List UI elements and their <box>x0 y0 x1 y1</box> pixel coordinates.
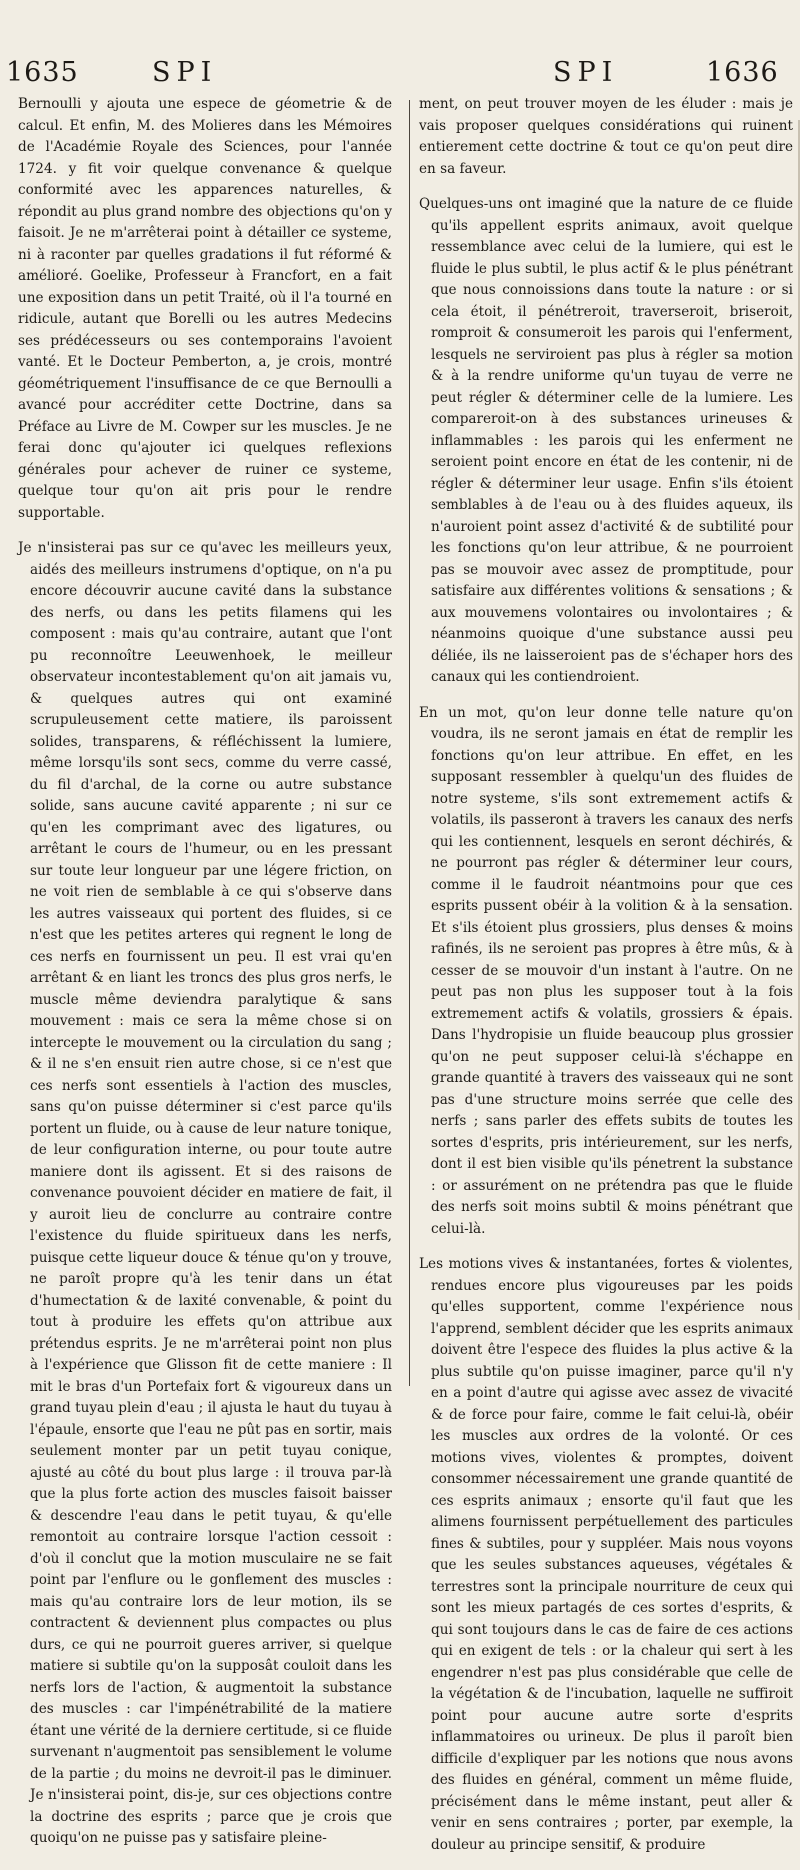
page-number-right: 1636 <box>706 57 779 88</box>
paragraph: Bernoulli y ajouta une espece de géometrie & de calcul. Et enfin, M. des Molieres dans les Mémoires de l'Académie Royale des Sciences, pour l'année 1724. y fit voir quelque convenance & quelque conformité avec les apparences naturelles, & répondit au plus grand nombre des objections qu'on y faisoit. Je ne m'arrêterai point à détailler ce systeme, ni à raconter par quelles gradations il fut réformé & amélioré. Goelike, Professeur à Francfort, en a fait une exposition dans un petit Traité, où il l'a tourné en ridicule, autant que Borelli ou les autres Medecins ses prédécesseurs ou ses contemporains l'avoient vanté. Et le Docteur Pemberton, a, je crois, montré géométriquement l'insuffisance de ce que Bernoulli a avancé pour accréditer cette Doctrine, dans sa Préface au Livre de M. Cowper sur les muscles. Je ne ferai donc qu'ajouter ici quelques reflexions générales pour achever de ruiner ce systeme, quelque tour qu'on ait pris pour le rendre supportable. <box>18 96 392 521</box>
left-column <box>18 94 392 1864</box>
paragraph: Quelques-uns ont imaginé que la nature de ce fluide qu'ils appellent esprits animaux, avoit quelque ressemblance avec celui de la lumiere, qui est le fluide le plus subtil, le plus actif & le plus pénétrant que nous connoissions dans toute la nature : or si cela étoit, il pénétreroit, traverseroit, briseroit, romproit & consumeroit les parois qui l'enferment, lesquels ne serviroient pas plus à régler sa motion & à la rendre uniforme qu'un tuyau de verre ne peut régler & déterminer celle de la lumiere. Les compareroit-on à des substances urineuses & inflammables : les parois qui les enferment ne seroient point encore en état de les contenir, ni de régler & déterminer leur usage. Enfin s'ils étoient semblables à de l'eau ou à des fluides aqueux, ils n'auroient point assez d'activité & de subtilité pour les fonctions qu'on leur attribue, & ne pourroient pas se mouvoir avec assez de promptitude, pour satisfaire aux différentes volitions & sensations ; & aux mouvemens volontaires ou involontaires ; & néanmoins quoique d'une substance aussi peu déliée, ils ne laisseroient pas de s'échaper hors des canaux qui les contiendroient. <box>419 196 793 685</box>
column-divider <box>409 100 410 1386</box>
paragraph: Je n'insisterai pas sur ce qu'avec les meilleurs yeux, aidés des meilleurs instrumens d'optique, on n'a pu encore découvrir aucune cavité dans la substance des nerfs, ou dans les petits filamens qui les composent : mais qu'au contraire, autant que l'ont pu reconnoître Leeuwenhoek, le meilleur observateur incontestablement qu'on ait jamais vu, & quelques autres qui ont examiné scrupuleusement cette matiere, ils paroissent solides, transparens, & réfléchissent la lumiere, même lorsqu'ils sont secs, comme du verre cassé, du fil d'archal, de la corne ou autre substance solide, sans aucune cavité apparente ; ni sur ce qu'en les comprimant avec des ligatures, ou arrêtant le cours de l'humeur, ou en les pressant sur toute leur longueur par une légere friction, on ne voit rien de semblable à ce qui s'observe dans les autres vaisseaux qui portent des fluides, si ce n'est que les petites arteres qui regnent le long de ces nerfs en fournissent un peu. Il est vrai qu'en arrêtant & en liant les troncs des plus gros nerfs, le muscle même deviendra paralytique & sans mouvement : mais ce sera la même chose si on intercepte le mouvement ou la circulation du sang ; & il ne s'en ensuit rien autre chose, si ce n'est que ces nerfs sont essentiels à l'action des muscles, sans qu'on puisse déterminer si c'est parce qu'ils portent un fluide, ou à cause de leur nature tonique, de leur configuration interne, ou pour toute autre maniere dont ils agissent. Et si des raisons de convenance pouvoient décider en matiere de fait, il y auroit lieu de conclurre au contraire contre l'existence du fluide spiritueux dans les nerfs, puisque cette liqueur douce & ténue qu'on y trouve, ne paroît propre qu'à les tenir dans un état d'humectation & de laxité convenable, & point du tout à produire les effets qu'on attribue aux prétendus esprits. Je ne m'arrêterai point non plus à l'expérience que Glisson fit de cette maniere : Il mit le bras d'un Portefaix fort & vigoureux dans un grand tuyau plein d'eau ; il ajusta le haut du tuyau à l'épaule, ensorte que l'eau ne pût pas en sortir, mais seulement monter par un petit tuyau conique, ajusté au côté du bout plus large : il trouva par-là que la plus forte action des muscles faisoit baisser & descendre l'eau dans le petit tuyau, & qu'elle remontoit au contraire lorsque l'action cessoit : d'où il conclut que la motion musculaire ne se fait point par l'enflure ou le gonflement des muscles : mais qu'au contraire lors de leur motion, ils se contractent & deviennent plus compactes ou plus durs, ce qui ne pourroit gueres arriver, si quelque matiere si subtile qu'on la supposât couloit dans les nerfs lors de l'action, & augmentoit la substance des muscles : car l'impénétrabilité de la matiere étant une vérité de la derniere certitude, si ce fluide survenant n'augmentoit pas sensiblement le volume de la partie ; du moins ne devroit-il pas le diminuer. Je n'insisterai point, dis-je, sur ces objections contre la doctrine des esprits ; parce que je crois que quoiqu'on ne puisse pas y satisfaire pleine- <box>18 540 392 1846</box>
paragraph: En un mot, qu'on leur donne telle nature qu'on voudra, ils ne seront jamais en état de remplir les fonctions qu'on leur attribue. En effet, en les supposant ressembler à quelqu'un des fluides de notre systeme, s'ils sont extremement actifs & volatils, ils passeront à travers les canaux des nerfs qui les contiennent, lesquels en seront déchirés, & ne pourront pas régler & déterminer leur cours, comme il le faudroit néantmoins pour que ces esprits pussent obéir à la volition & à la sensation. Et s'ils étoient plus grossiers, plus denses & moins rafinés, ils ne seroient pas propres à être mûs, & à cesser de se mouvoir d'un instant à l'autre. On ne peut pas non plus les supposer tout à la fois extremement actifs & volatils, grossiers & épais. Dans l'hydropisie un fluide beaucoup plus grossier qu'on ne peut supposer celui-là s'échappe en grande quantité à travers des vaisseaux qui ne sont pas d'une structure moins serrée que celle des nerfs ; sans parler des effets subits de toutes les sortes d'esprits, pris intérieurement, sur les nerfs, dont il est bien visible qu'ils pénetrent la substance : or assurément on ne prétendra pas que le fluide des nerfs soit moins subtil & moins pénétrant que celui-là. <box>419 704 793 1237</box>
paragraph: ment, on peut trouver moyen de les éluder : mais je vais proposer quelques considérations qui ruinent entierement cette doctrine & tout ce qu'on peut dire en sa faveur. <box>419 96 793 177</box>
running-head-right: SPI <box>553 57 619 88</box>
running-head-left: SPI <box>152 57 218 88</box>
right-column <box>419 94 793 1870</box>
paragraph: Les motions vives & instantanées, fortes & violentes, rendues encore plus vigoureuses par les poids qu'elles supportent, comme l'expérience nous l'apprend, semblent décider que les esprits animaux doivent être l'espece des fluides la plus active & la plus subtile qu'on puisse imaginer, parce qu'il n'y en a point d'autre qui agisse avec assez de vivacité & de force pour faire, comme le fait celui-là, obéir les muscles aux ordres de la volonté. Or ces motions vives, violentes & promptes, doivent consommer nécessairement une grande quantité de ces esprits animaux ; ensorte qu'il faut que les alimens fournissent perpétuellement des particules fines & subtiles, pour y suppléer. Mais nous voyons que les seules substances aqueuses, végétales & terrestres sont la principale nourriture de ceux qui sont les mieux partagés de ces sortes d'esprits, & qui sont toujours dans le cas de faire de ces actions qui en exigent de tels : or la chaleur qui sert à les engendrer n'est pas plus considérable que celle de la végétation & de l'incubation, laquelle ne suffiroit point pour aucune autre sorte d'esprits inflammatoires ou urineux. De plus il paroît bien difficile d'expliquer par les notions que nous avons des fluides en général, comment un même fluide, précisément dans le même instant, peut aller & venir en sens contraires ; porter, par exemple, la douleur au principe sensitif, & produire <box>419 1256 793 1853</box>
page-number-left: 1635 <box>6 57 79 88</box>
